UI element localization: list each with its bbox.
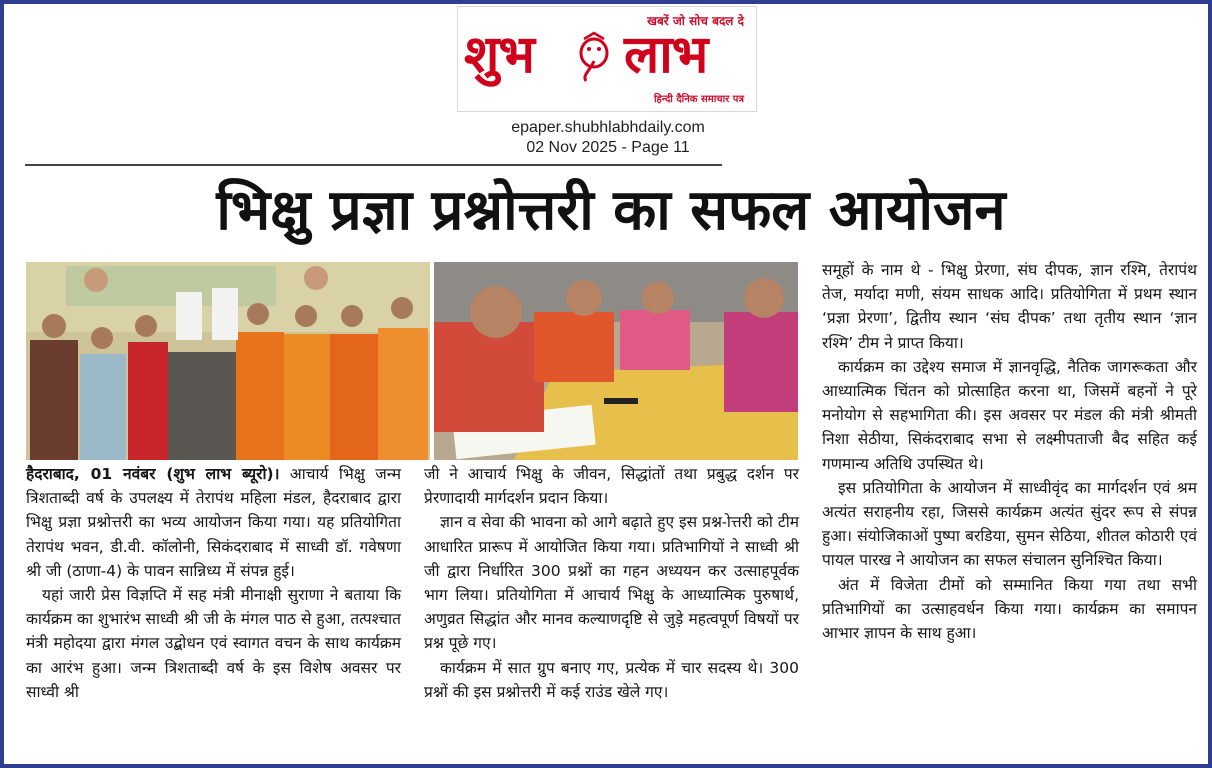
ganesha-logo-icon [572,31,616,85]
source-date-page: 02 Nov 2025 - Page 11 [526,139,690,156]
masthead-subtag: हिन्दी दैनिक समाचार पत्र [653,94,744,105]
divider-rule [25,164,722,166]
source-url: epaper.shubhlabhdaily.com [511,119,705,136]
article-paragraph: अंत में विजेता टीमों को सम्मानित किया गया तथा सभी प्रतिभागियों का उत्साहवर्धन किया गया। कार्यक्रम का समापन आभार ज्ञापन के साथ हुआ। [822,575,1197,643]
source-info [460,118,756,158]
article-column-2 [424,462,799,704]
newspaper-masthead [457,6,757,112]
article-paragraph: इस प्रतियोगिता के आयोजन में साध्वीवृंद का मार्गदर्शन एवं श्रम अत्यंत सराहनीय रहा, जिससे कार्यक्रम अत्यंत सुंदर रूप से संपन्न हुआ। संयोजिकाओं पुष्पा बरडिया, सुमन सेठिया, शीतल कोठारी एवं पायल पारख ने आयोजन का सफल संचालन सुनिश्चित किया। [822,478,1197,570]
article-paragraph: यहां जारी प्रेस विज्ञप्ति में सह मंत्री मीनाक्षी सुराणा ने बताया कि कार्यक्रम का शुभारंभ साध्वी श्री जी के मंगल पाठ से हुआ, तत्पश्चात मंत्री महोदया द्वारा मंगल उद्बोधन एवं स्वागत वचन के साथ कार्यक्रम का आरंभ हुआ। जन्म त्रिशताब्दी वर्ष के इस विशेष अवसर पर साध्वी श्री [26,586,401,701]
logo-word-left: शुभ [464,25,534,85]
masthead-tagline: खबरें जो सोच बदल दे [647,14,744,28]
article-column-1 [26,462,401,704]
article-paragraph: जी ने आचार्य भिक्षु के जीवन, सिद्धांतों तथा प्रबुद्ध दर्शन पर प्रेरणादायी मार्गदर्शन प्रदान किया। [424,465,799,508]
article-paragraph: समूहों के नाम थे - भिक्षु प्रेरणा, संघ दीपक, ज्ञान रश्मि, तेरापंथ तेज, मर्यादा मणी, संयम साधक आदि। प्रतियोगिता में प्रथम स्थान ‘प्रज्ञा प्रेरणा’, द्वितीय स्थान ‘संघ दीपक’ तथा तृतीय स्थान ‘ज्ञान रश्मि’ टीम ने प्राप्त किया। [822,261,1197,352]
article-dateline: हैदराबाद, 01 नवंबर (शुभ लाभ ब्यूरो)। [26,465,280,483]
article-text: आचार्य भिक्षु जन्म त्रिशताब्दी वर्ष के उपलक्ष्य में तेरापंथ महिला मंडल, हैदराबाद द्वारा भिक्षु प्रज्ञा प्रश्नोत्तरी का भव्य आयोजन किया गया। यह प्रतियोगिता तेरापंथ भवन, डी.वी. कॉलोनी, सिकंदराबाद में साध्वी डॉ. गवेषणा श्री जी (ठाणा-4) के पावन सान्निध्य में संपन्न हुई। [26,465,401,580]
article-paragraph: ज्ञान व सेवा की भावना को आगे बढ़ाते हुए इस प्रश्न-ोत्तरी को टीम आधारित प्रारूप में आयोजित किया गया। प्रतिभागियों ने साध्वी श्री जी द्वारा निर्धारित 300 प्रश्नों का गहन अध्ययन कर उत्साहपूर्वक भाग लिया। प्रतियोगिता में आचार्य भिक्षु के आध्यात्मिक पुरुषार्थ, अणुव्रत सिद्धांत और मानव कल्याणदृष्टि से जुड़े महत्वपूर्ण विषयों पर प्रश्न पूछे गए। [424,513,799,653]
article-column-3 [822,258,1197,645]
article-paragraph [26,462,401,583]
article-headline: भिक्षु प्रज्ञा प्रश्नोत्तरी का सफल आयोजन [216,178,1006,243]
group-photo [26,262,430,460]
quiz-participants-photo [434,262,798,460]
article-paragraph: कार्यक्रम का उद्देश्य समाज में ज्ञानवृद्धि, नैतिक जागरूकता और आध्यात्मिक चिंतन को प्रोत्साहित करना था, जिसमें बहनों ने पूरे मनोयोग से सहभागिता की। इस अवसर पर मंडल की मंत्री श्रीमती निशा सेठीया, सिकंदराबाद सभा से लक्ष्मीपताजी बैद सहित कई गणमान्य अतिथि उपस्थित थे। [822,357,1197,473]
article-paragraph: कार्यक्रम में सात ग्रुप बनाए गए, प्रत्येक में चार सदस्य थे। 300 प्रश्नों की इस प्रश्नोत्तरी में कई राउंड खेले गए। [424,658,799,701]
logo-word-right: लाभ [624,25,708,85]
